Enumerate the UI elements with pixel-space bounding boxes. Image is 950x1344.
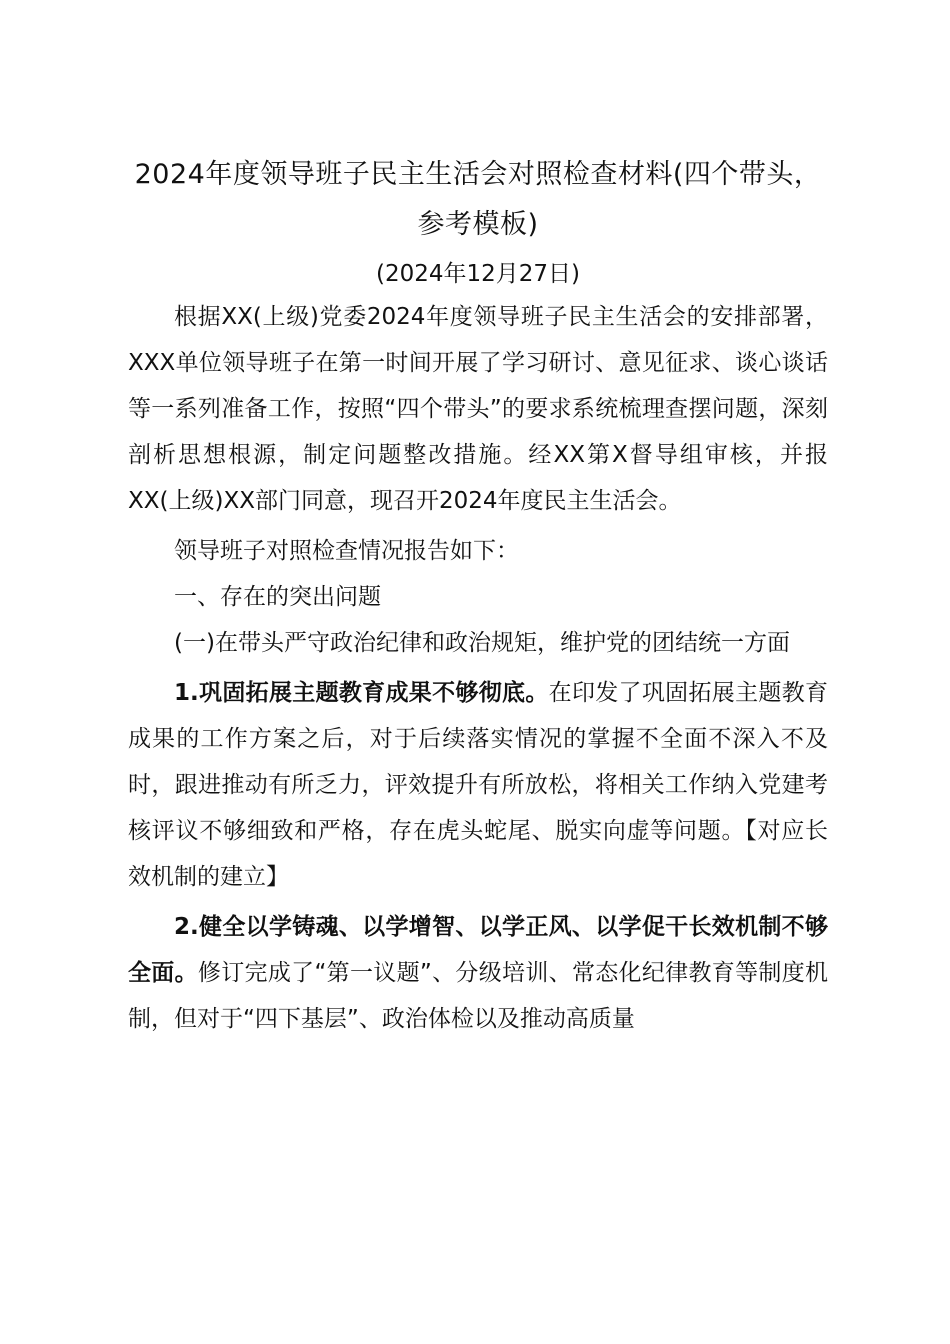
issue-item-2-body: 修订完成了“第一议题”、分级培训、常态化纪律教育等制度机制，但对于“四下基层”、政治体检以及推动高质量: [128, 960, 828, 1032]
issue-item-1-body: 在印发了巩固拓展主题教育成果的工作方案之后，对于后续落实情况的掌握不全面不深入不及时，跟进推动有所乏力，评效提升有所放松，将相关工作纳入党建考核评议不够细致和严格，存在虎头蛇尾、脱实向虚等问题。【对应长效机制的建立】: [128, 680, 829, 890]
document-title: 2024年度领导班子民主生活会对照检查材料(四个带头，参考模板): [134, 159, 822, 240]
subsection-heading-1: (一)在带头严守政治纪律和政治规矩，维护党的团结统一方面: [174, 630, 790, 656]
intro-paragraph: 根据XX(上级)党委2024年度领导班子民主生活会的安排部署，XXX单位领导班子在第一时间开展了学习研讨、意见征求、谈心谈话等一系列准备工作，按照“四个带头”的要求系统梳理查摆问题，深刻剖析思想根源，制定问题整改措施。经XX第X督导组审核，并报XX(上级)XX部门同意，现召开2024年度民主生活会。: [128, 304, 828, 514]
issue-item-2: [128, 904, 828, 1042]
document-content: [128, 150, 828, 1042]
issue-item-1-heading: 1.巩固拓展主题教育成果不够彻底。: [174, 680, 549, 706]
issue-item-2-heading: 2.健全以学铸魂、以学增智、以学正风、以学促干长效机制不够全面。: [128, 914, 828, 986]
issue-item-1: [128, 670, 828, 900]
report-lead-paragraph: 领导班子对照检查情况报告如下：: [174, 538, 519, 564]
section-heading-1: 一、存在的突出问题: [174, 584, 381, 610]
document-date: (2024年12月27日): [375, 261, 580, 287]
